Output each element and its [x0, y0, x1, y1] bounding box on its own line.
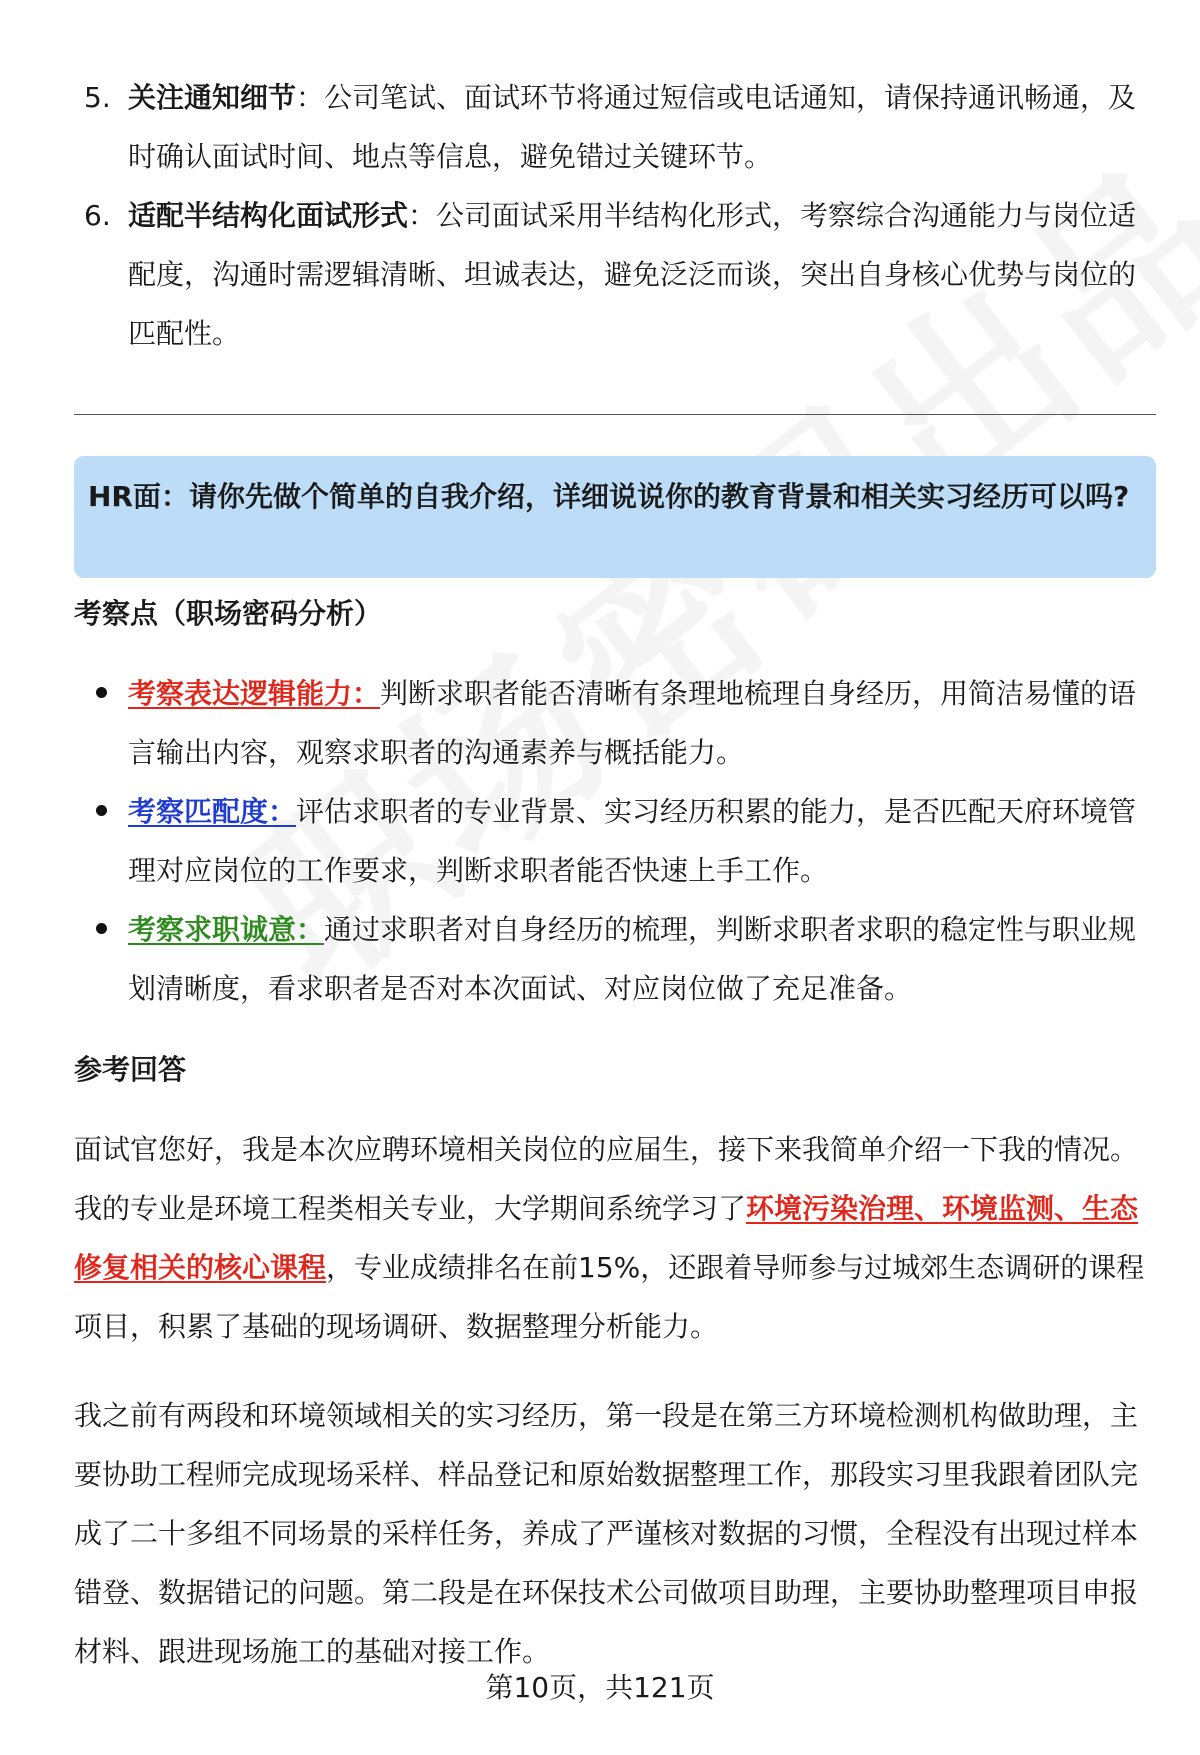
answer-text: ，专业成绩排名在前15%，还跟着导师参与过城郊生态调研的课程项目，积累了基础的现场调研、数据整理分析能力。: [74, 1251, 1145, 1343]
focus-body: 判断求职者能否清晰有条理地梳理自身经历，用简洁易懂的语言输出内容，观察求职者的沟通素养与概括能力。: [128, 677, 1137, 769]
list-item: [84, 186, 1144, 363]
answer-heading: 参考回答: [74, 1053, 187, 1086]
item-sep: ：: [408, 199, 437, 232]
focus-heading: 考察点（职场密码分析）: [74, 597, 383, 630]
item-text: [128, 782, 1144, 900]
bullet-dot: [84, 900, 128, 1018]
list-item: [84, 900, 1144, 1018]
answer-text: 面试官您好，我是本次应聘环境相关岗位的应届生，接下来我简单介绍一下我的情况。我的专业是环境工程类相关专业，大学期间系统学习了: [74, 1133, 1139, 1225]
numbered-list: [84, 68, 1144, 363]
item-text: [128, 186, 1144, 363]
answer-paragraph-1: [74, 1120, 1156, 1356]
item-title: 适配半结构化面试形式: [128, 199, 409, 232]
list-item: [84, 68, 1144, 186]
bullet-dot: [84, 782, 128, 900]
item-text: [128, 68, 1144, 186]
item-title: 关注通知细节: [128, 81, 297, 114]
focus-label: 考察表达逻辑能力：: [128, 677, 381, 710]
item-body: 公司笔试、面试环节将通过短信或电话通知，请保持通讯畅通，及时确认面试时间、地点等信息，避免错过关键环节。: [128, 81, 1137, 173]
focus-body: 评估求职者的专业背景、实习经历积累的能力，是否匹配天府环境管理对应岗位的工作要求，判断求职者能否快速上手工作。: [128, 795, 1137, 887]
item-text: [128, 664, 1144, 782]
answer-highlight: 环境污染治理、环境监测、生态修复相关的核心课程: [74, 1192, 1139, 1284]
item-number: 6.: [84, 199, 111, 232]
page-footer: 第10页，共121页: [485, 1671, 715, 1704]
item-body: 公司面试采用半结构化形式，考察综合沟通能力与岗位适配度，沟通时需逻辑清晰、坦诚表达，避免泛泛而谈，突出自身核心优势与岗位的匹配性。: [128, 199, 1137, 350]
bullet-dot: [84, 664, 128, 782]
question-box: HR面：请你先做个简单的自我介绍，详细说说你的教育背景和相关实习经历可以吗?: [74, 456, 1156, 578]
focus-label: 考察匹配度：: [128, 795, 297, 828]
focus-list: [84, 664, 1144, 1018]
list-item: [84, 782, 1144, 900]
section-divider: [74, 414, 1156, 415]
item-number: 5.: [84, 81, 111, 114]
list-item: [84, 664, 1144, 782]
answer-paragraph-2: 我之前有两段和环境领域相关的实习经历，第一段是在第三方环境检测机构做助理，主要协助工程师完成现场采样、样品登记和原始数据整理工作，那段实习里我跟着团队完成了二十多组不同场景的采样任务，养成了严谨核对数据的习惯，全程没有出现过样本错登、数据错记的问题。第二段是在环保技术公司做项目助理，主要协助整理项目申报材料、跟进现场施工的基础对接工作。: [74, 1399, 1139, 1668]
focus-label: 考察求职诚意：: [128, 913, 325, 946]
focus-body: 通过求职者对自身经历的梳理，判断求职者求职的稳定性与职业规划清晰度，看求职者是否对本次面试、对应岗位做了充足准备。: [128, 913, 1137, 1005]
item-text: [128, 900, 1144, 1018]
item-sep: ：: [296, 81, 325, 114]
